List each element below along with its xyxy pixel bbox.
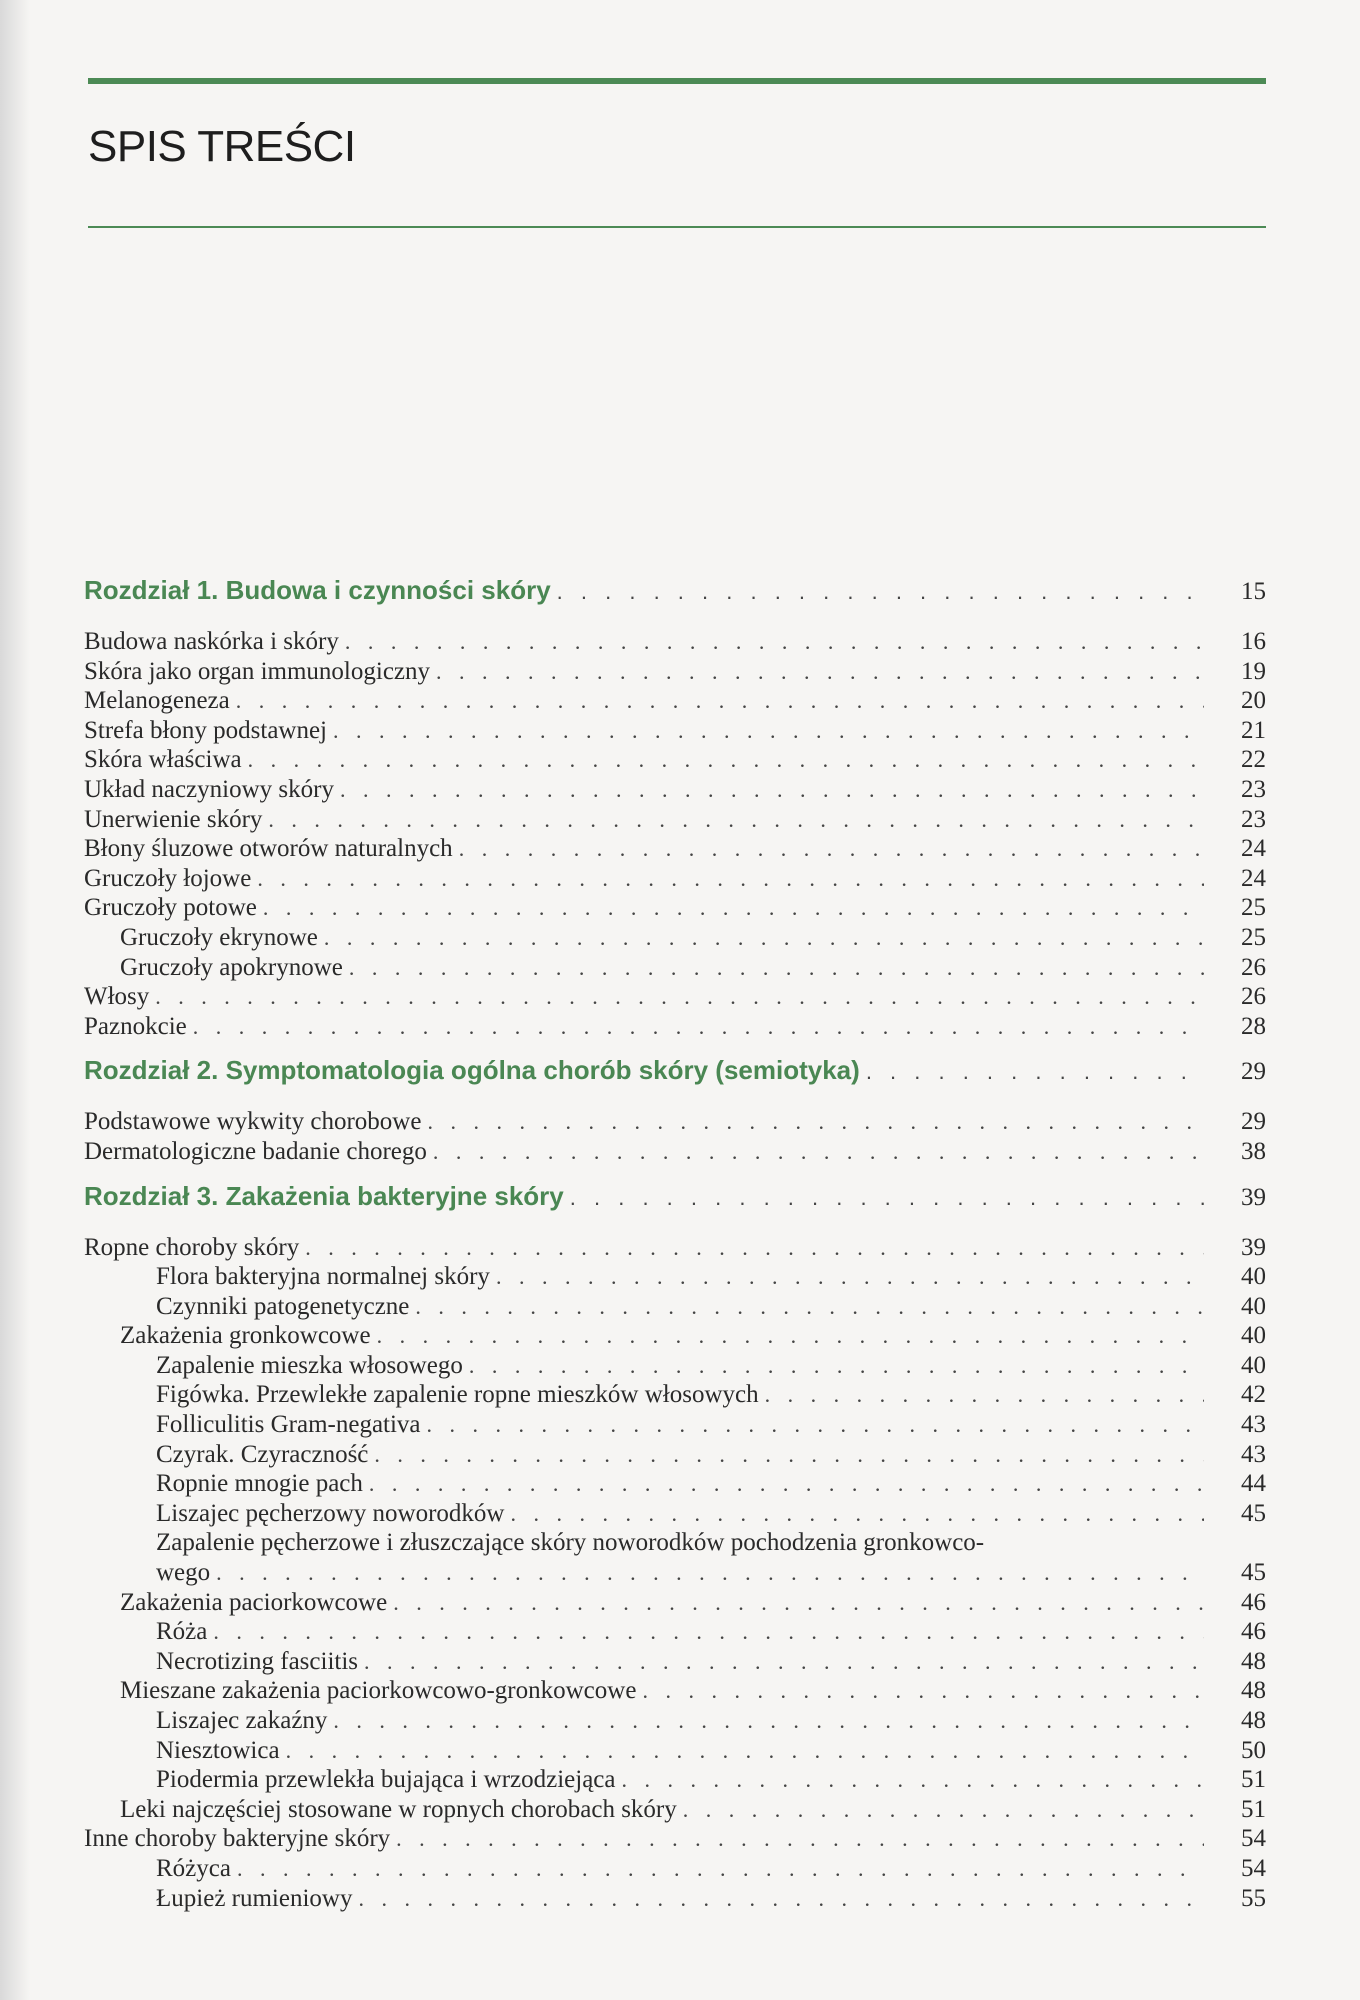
page-title: SPIS TREŚCI (88, 122, 356, 171)
toc-chapter-heading[interactable] (84, 1181, 1266, 1219)
leader-dots (345, 627, 1204, 657)
leader-dots (155, 982, 1204, 1012)
entry-title: Unerwienie skóry (84, 805, 263, 833)
entry-title: Flora bakteryjna normalnej skóry (156, 1263, 490, 1291)
entry-page-number: 23 (1241, 775, 1266, 803)
chapter-title: Rozdział 3. Zakażenia bakteryjne skóry (84, 1180, 564, 1211)
leader-dots (683, 1795, 1204, 1825)
entry-page-number: 42 (1241, 1381, 1266, 1409)
leader-dots (216, 1558, 1204, 1588)
entry-page-number: 46 (1241, 1588, 1266, 1616)
toc-entry[interactable] (84, 1499, 1266, 1529)
entry-page-number: 45 (1241, 1559, 1266, 1587)
table-of-contents (84, 575, 1266, 1913)
chapter-title: Rozdział 2. Symptomatologia ogólna chorób skóry (semiotyka) (84, 1055, 860, 1086)
toc-entry[interactable] (84, 1795, 1266, 1825)
entry-page-number: 23 (1241, 805, 1266, 833)
entry-page-number: 19 (1241, 657, 1266, 685)
entry-title: Ropnie mnogie pach (156, 1470, 363, 1498)
entry-page-number: 50 (1241, 1736, 1266, 1764)
entry-page-number: 28 (1241, 1012, 1266, 1040)
leader-dots (866, 1059, 1204, 1085)
entry-page-number: 44 (1241, 1470, 1266, 1498)
leader-dots (510, 1499, 1204, 1529)
leader-dots (213, 1617, 1204, 1647)
entry-title: Inne choroby bakteryjne skóry (84, 1825, 391, 1853)
toc-chapter-heading[interactable] (84, 575, 1266, 613)
leader-dots (268, 805, 1204, 835)
leader-dots (557, 579, 1204, 605)
entry-page-number: 43 (1241, 1411, 1266, 1439)
entry-page-number: 55 (1241, 1884, 1266, 1912)
toc-entry[interactable] (84, 627, 1266, 657)
toc-entry[interactable] (84, 1647, 1266, 1677)
entry-title: Błony śluzowe otworów naturalnych (84, 835, 453, 863)
entry-page-number: 21 (1241, 716, 1266, 744)
entry-title: Figówka. Przewlekłe zapalenie ropne mieszków włosowych (156, 1381, 759, 1409)
leader-dots (377, 1321, 1204, 1351)
entry-page-number: 26 (1241, 953, 1266, 981)
entry-page-number: 48 (1241, 1647, 1266, 1675)
entry-title: Skóra jako organ immunologiczny (84, 657, 431, 685)
entry-page-number: 40 (1241, 1351, 1266, 1379)
toc-entry[interactable] (84, 1107, 1266, 1137)
toc-entry[interactable] (84, 1588, 1266, 1618)
toc-entry[interactable] (84, 1233, 1266, 1263)
entry-title: Necrotizing fasciitis (156, 1647, 359, 1675)
entry-title: Gruczoły łojowe (84, 864, 252, 892)
leader-dots (642, 1676, 1204, 1706)
toc-entry[interactable] (84, 1884, 1266, 1914)
chapter-title: Rozdział 1. Budowa i czynności skóry (84, 575, 551, 605)
entry-title: Łupież rumieniowy (156, 1884, 353, 1912)
entry-title: Ropne choroby skóry (84, 1233, 300, 1261)
chapter-page-number: 29 (1241, 1058, 1266, 1086)
leader-dots (248, 745, 1204, 775)
entry-title: Melanogeneza (84, 687, 230, 715)
leader-dots (236, 686, 1204, 716)
entry-title: Liszajec zakaźny (156, 1707, 328, 1734)
toc-entry[interactable] (84, 1351, 1266, 1381)
leader-dots (415, 1292, 1204, 1322)
page-gutter-shadow (0, 0, 30, 2000)
entry-page-number: 48 (1241, 1707, 1266, 1734)
entry-page-number: 43 (1241, 1440, 1266, 1468)
entry-page-number: 16 (1241, 628, 1266, 655)
entry-page-number: 25 (1241, 894, 1266, 922)
entry-title: Budowa naskórka i skóry (84, 628, 339, 655)
entry-page-number: 51 (1241, 1795, 1266, 1823)
leader-dots (396, 1824, 1204, 1854)
leader-dots (427, 1410, 1204, 1440)
leader-dots (459, 834, 1204, 864)
entry-title: Czynniki patogenetyczne (156, 1292, 410, 1320)
toc-entry[interactable] (84, 1380, 1266, 1410)
entry-page-number: 24 (1241, 835, 1266, 863)
entry-page-number: 25 (1241, 923, 1266, 951)
entry-page-number: 22 (1241, 746, 1266, 774)
entry-page-number: 40 (1241, 1322, 1266, 1350)
leader-dots (349, 953, 1204, 983)
entry-title: Liszajec pęcherzowy noworodków (156, 1499, 505, 1527)
toc-entry[interactable] (84, 1292, 1266, 1322)
toc-entry[interactable] (84, 1736, 1266, 1766)
entry-title: Zapalenie mieszka włosowego (156, 1351, 463, 1379)
title-underline (88, 226, 1266, 228)
leader-dots (358, 1884, 1204, 1914)
leader-dots (333, 1706, 1204, 1736)
leader-dots (374, 1440, 1204, 1470)
chapter-page-number: 39 (1241, 1183, 1266, 1211)
toc-entry[interactable] (84, 1012, 1266, 1042)
toc-entry[interactable] (84, 745, 1266, 775)
leader-dots (427, 1107, 1204, 1137)
toc-entry[interactable] (84, 1440, 1266, 1470)
leader-dots (324, 923, 1204, 953)
leader-dots (436, 657, 1204, 687)
leader-dots (765, 1380, 1204, 1410)
toc-entry[interactable] (84, 834, 1266, 864)
entry-title: Gruczoły ekrynowe (120, 923, 318, 951)
leader-dots (237, 1854, 1204, 1884)
entry-page-number: 51 (1241, 1766, 1266, 1794)
toc-entry[interactable] (84, 1765, 1266, 1795)
leader-dots (333, 716, 1204, 746)
entry-title: wego (156, 1559, 211, 1587)
toc-entry[interactable] (84, 1137, 1266, 1167)
leader-dots (263, 893, 1204, 923)
toc-entry[interactable] (84, 893, 1266, 923)
toc-entry[interactable] (84, 982, 1266, 1012)
leader-dots (469, 1351, 1204, 1381)
toc-entry[interactable] (84, 923, 1266, 953)
entry-title: Skóra właściwa (84, 746, 242, 774)
leader-dots (340, 775, 1204, 805)
entry-title: Piodermia przewlekła bujająca i wrzodziejąca (156, 1766, 616, 1794)
entry-title: Podstawowe wykwity chorobowe (84, 1108, 422, 1136)
toc-entry[interactable] (84, 1617, 1266, 1647)
toc-entry[interactable] (84, 953, 1266, 983)
chapter-page-number: 15 (1241, 578, 1266, 605)
toc-chapter-heading[interactable] (84, 1055, 1266, 1093)
entry-page-number: 24 (1241, 864, 1266, 892)
top-rule (88, 78, 1266, 84)
entry-title: Róża (156, 1618, 208, 1646)
entry-page-number: 26 (1241, 983, 1266, 1011)
entry-page-number: 54 (1241, 1825, 1266, 1853)
entry-page-number: 39 (1241, 1233, 1266, 1261)
leader-dots (286, 1736, 1204, 1766)
leader-dots (257, 864, 1204, 894)
leader-dots (369, 1469, 1204, 1499)
entry-title: Różyca (156, 1854, 231, 1882)
toc-entry[interactable] (84, 1706, 1266, 1736)
entry-title: Układ naczyniowy skóry (84, 775, 334, 803)
toc-entry[interactable] (84, 1854, 1266, 1884)
leader-dots (433, 1137, 1204, 1167)
leader-dots (496, 1262, 1204, 1292)
entry-page-number: 48 (1241, 1677, 1266, 1705)
toc-entry[interactable] (84, 1528, 1266, 1587)
entry-page-number: 54 (1241, 1854, 1266, 1882)
entry-page-number: 29 (1241, 1108, 1266, 1136)
entry-title: Zakażenia paciorkowcowe (120, 1588, 388, 1616)
entry-title: Niesztowica (156, 1736, 280, 1764)
toc-entry[interactable] (84, 1410, 1266, 1440)
toc-entry[interactable] (84, 686, 1266, 716)
entry-title: Folliculitis Gram-negativa (156, 1411, 421, 1439)
entry-title: Gruczoły apokrynowe (120, 953, 343, 981)
entry-title: Włosy (84, 983, 150, 1011)
entry-title: Leki najczęściej stosowane w ropnych chorobach skóry (120, 1795, 677, 1823)
leader-dots (364, 1647, 1204, 1677)
leader-dots (393, 1588, 1204, 1618)
toc-entry[interactable] (84, 657, 1266, 687)
entry-title-line1: Zapalenie pęcherzowe i złuszczające skóry noworodków pochodzenia gronkowco- (156, 1529, 985, 1557)
toc-entry[interactable] (84, 1469, 1266, 1499)
leader-dots (305, 1233, 1204, 1263)
toc-entry[interactable] (84, 864, 1266, 894)
entry-page-number: 40 (1241, 1263, 1266, 1291)
entry-page-number: 38 (1241, 1137, 1266, 1165)
toc-entry[interactable] (84, 1676, 1266, 1706)
toc-entry[interactable] (84, 805, 1266, 835)
toc-entry[interactable] (84, 1321, 1266, 1351)
toc-entry[interactable] (84, 775, 1266, 805)
entry-title: Zakażenia gronkowcowe (120, 1322, 371, 1350)
entry-title: Gruczoły potowe (84, 894, 257, 922)
toc-entry[interactable] (84, 1824, 1266, 1854)
toc-entry[interactable] (84, 716, 1266, 746)
entry-title: Mieszane zakażenia paciorkowcowo-gronkowcowe (120, 1677, 637, 1705)
entry-title: Strefa błony podstawnej (84, 716, 328, 744)
entry-page-number: 20 (1241, 687, 1266, 715)
entry-title: Paznokcie (84, 1012, 187, 1040)
entry-title: Czyrak. Czyraczność (156, 1440, 369, 1468)
entry-line2 (84, 1558, 1266, 1588)
entry-page-number: 40 (1241, 1292, 1266, 1320)
entry-page-number: 46 (1241, 1618, 1266, 1646)
leader-dots (622, 1765, 1205, 1795)
leader-dots (570, 1185, 1204, 1211)
toc-entry[interactable] (84, 1262, 1266, 1292)
leader-dots (193, 1012, 1204, 1042)
entry-title: Dermatologiczne badanie chorego (84, 1137, 427, 1165)
entry-page-number: 45 (1241, 1499, 1266, 1527)
